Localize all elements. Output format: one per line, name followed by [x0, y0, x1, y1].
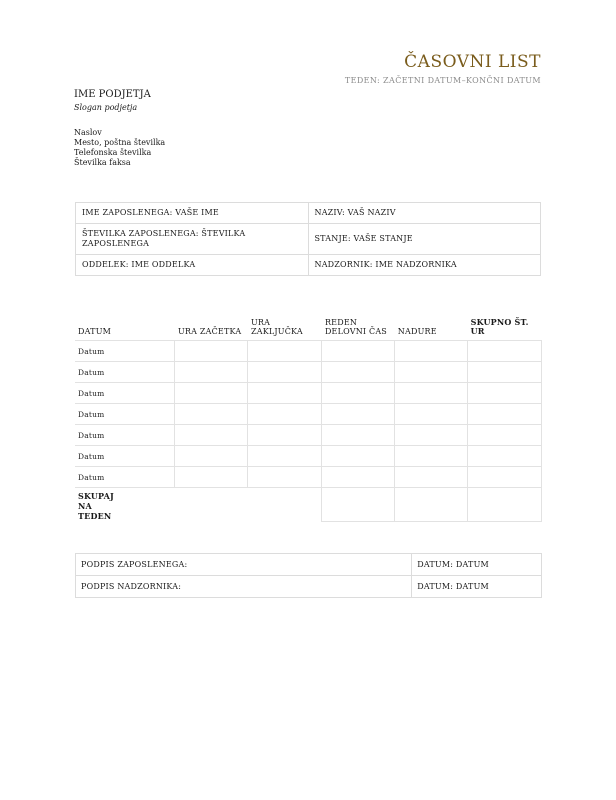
cell-start[interactable]: [175, 341, 248, 362]
header-end-time: URA ZAKLJUČKA: [250, 318, 303, 336]
cell-start[interactable]: [175, 446, 248, 467]
total-overtime[interactable]: [395, 488, 468, 522]
cell-total[interactable]: [468, 362, 542, 383]
company-address: [74, 128, 165, 168]
timesheet-table: [75, 298, 542, 522]
cell-start[interactable]: [175, 383, 248, 404]
cell-overtime[interactable]: [395, 446, 468, 467]
table-row: [75, 425, 542, 446]
employee-name-cell: IME ZAPOSLENEGA: VAŠE IME: [76, 203, 309, 224]
employee-signature-field[interactable]: PODPIS ZAPOSLENEGA:: [76, 554, 412, 576]
cell-end[interactable]: [248, 467, 322, 488]
timesheet-header-row: [75, 298, 542, 341]
cell-regular[interactable]: [322, 383, 395, 404]
cell-total[interactable]: [468, 425, 542, 446]
header-overtime: NADURE: [397, 327, 437, 336]
cell-regular[interactable]: [322, 425, 395, 446]
row-date: Datum: [75, 362, 175, 383]
row-date: Datum: [75, 446, 175, 467]
cell-total[interactable]: [468, 341, 542, 362]
phone-line: Telefonska številka: [74, 148, 152, 157]
cell-start[interactable]: [175, 362, 248, 383]
table-row: [75, 446, 542, 467]
cell-regular[interactable]: [322, 341, 395, 362]
cell-end[interactable]: [248, 404, 322, 425]
header-regular-hours: REDEN DELOVNI ČAS: [324, 318, 387, 336]
table-row: [75, 467, 542, 488]
cell-regular[interactable]: [322, 467, 395, 488]
cell-start[interactable]: [175, 404, 248, 425]
row-date: Datum: [75, 404, 175, 425]
cell-total[interactable]: [468, 467, 542, 488]
row-date: Datum: [75, 425, 175, 446]
cell-overtime[interactable]: [395, 362, 468, 383]
cell-end[interactable]: [248, 425, 322, 446]
row-date: Datum: [75, 341, 175, 362]
supervisor-date-field[interactable]: DATUM: DATUM: [412, 576, 542, 598]
cell-overtime[interactable]: [395, 404, 468, 425]
table-row: [75, 404, 542, 425]
row-date: Datum: [75, 467, 175, 488]
row-date: Datum: [75, 383, 175, 404]
cell-overtime[interactable]: [395, 425, 468, 446]
total-regular[interactable]: [322, 488, 395, 522]
cell-start[interactable]: [175, 425, 248, 446]
cell-start[interactable]: [175, 467, 248, 488]
total-hours[interactable]: [468, 488, 542, 522]
cell-overtime[interactable]: [395, 341, 468, 362]
cell-overtime[interactable]: [395, 467, 468, 488]
cell-total[interactable]: [468, 404, 542, 425]
cell-end[interactable]: [248, 362, 322, 383]
cell-regular[interactable]: [322, 362, 395, 383]
status-cell: STANJE: VAŠE STANJE: [308, 224, 541, 255]
table-row: [75, 341, 542, 362]
header-date: DATUM: [78, 327, 112, 336]
cell-overtime[interactable]: [395, 383, 468, 404]
job-title-cell: NAZIV: VAŠ NAZIV: [308, 203, 541, 224]
employee-info-table: [75, 202, 541, 276]
table-row: [75, 383, 542, 404]
cell-total[interactable]: [468, 383, 542, 404]
fax-line: Številka faksa: [74, 158, 131, 167]
cell-regular[interactable]: [322, 404, 395, 425]
department-cell: ODDELEK: IME ODDELKA: [76, 255, 309, 276]
cell-regular[interactable]: [322, 446, 395, 467]
company-name: IME PODJETJA: [74, 89, 151, 100]
document-title: ČASOVNI LIST: [404, 52, 541, 72]
signature-table: [75, 553, 542, 598]
company-slogan: Slogan podjetja: [74, 103, 138, 112]
employee-number-cell: ŠTEVILKA ZAPOSLENEGA: ŠTEVILKA ZAPOSLENEGA: [76, 224, 309, 255]
city-line: Mesto, poštna številka: [74, 138, 166, 147]
week-range: TEDEN: ZAČETNI DATUM–KONČNI DATUM: [344, 76, 541, 85]
cell-total[interactable]: [468, 446, 542, 467]
cell-end[interactable]: [248, 383, 322, 404]
header-start-time: URA ZAČETKA: [177, 327, 242, 336]
employee-date-field[interactable]: DATUM: DATUM: [412, 554, 542, 576]
weekly-total-label: SKUPAJ NA TEDEN: [75, 488, 322, 522]
cell-end[interactable]: [248, 341, 322, 362]
supervisor-cell: NADZORNIK: IME NADZORNIKA: [308, 255, 541, 276]
table-row: [75, 362, 542, 383]
cell-end[interactable]: [248, 446, 322, 467]
supervisor-signature-field[interactable]: PODPIS NADZORNIKA:: [76, 576, 412, 598]
header-total-hours: SKUPNO ŠT. UR: [470, 317, 529, 336]
weekly-total-row: [75, 488, 542, 522]
address-line: Naslov: [74, 128, 102, 137]
